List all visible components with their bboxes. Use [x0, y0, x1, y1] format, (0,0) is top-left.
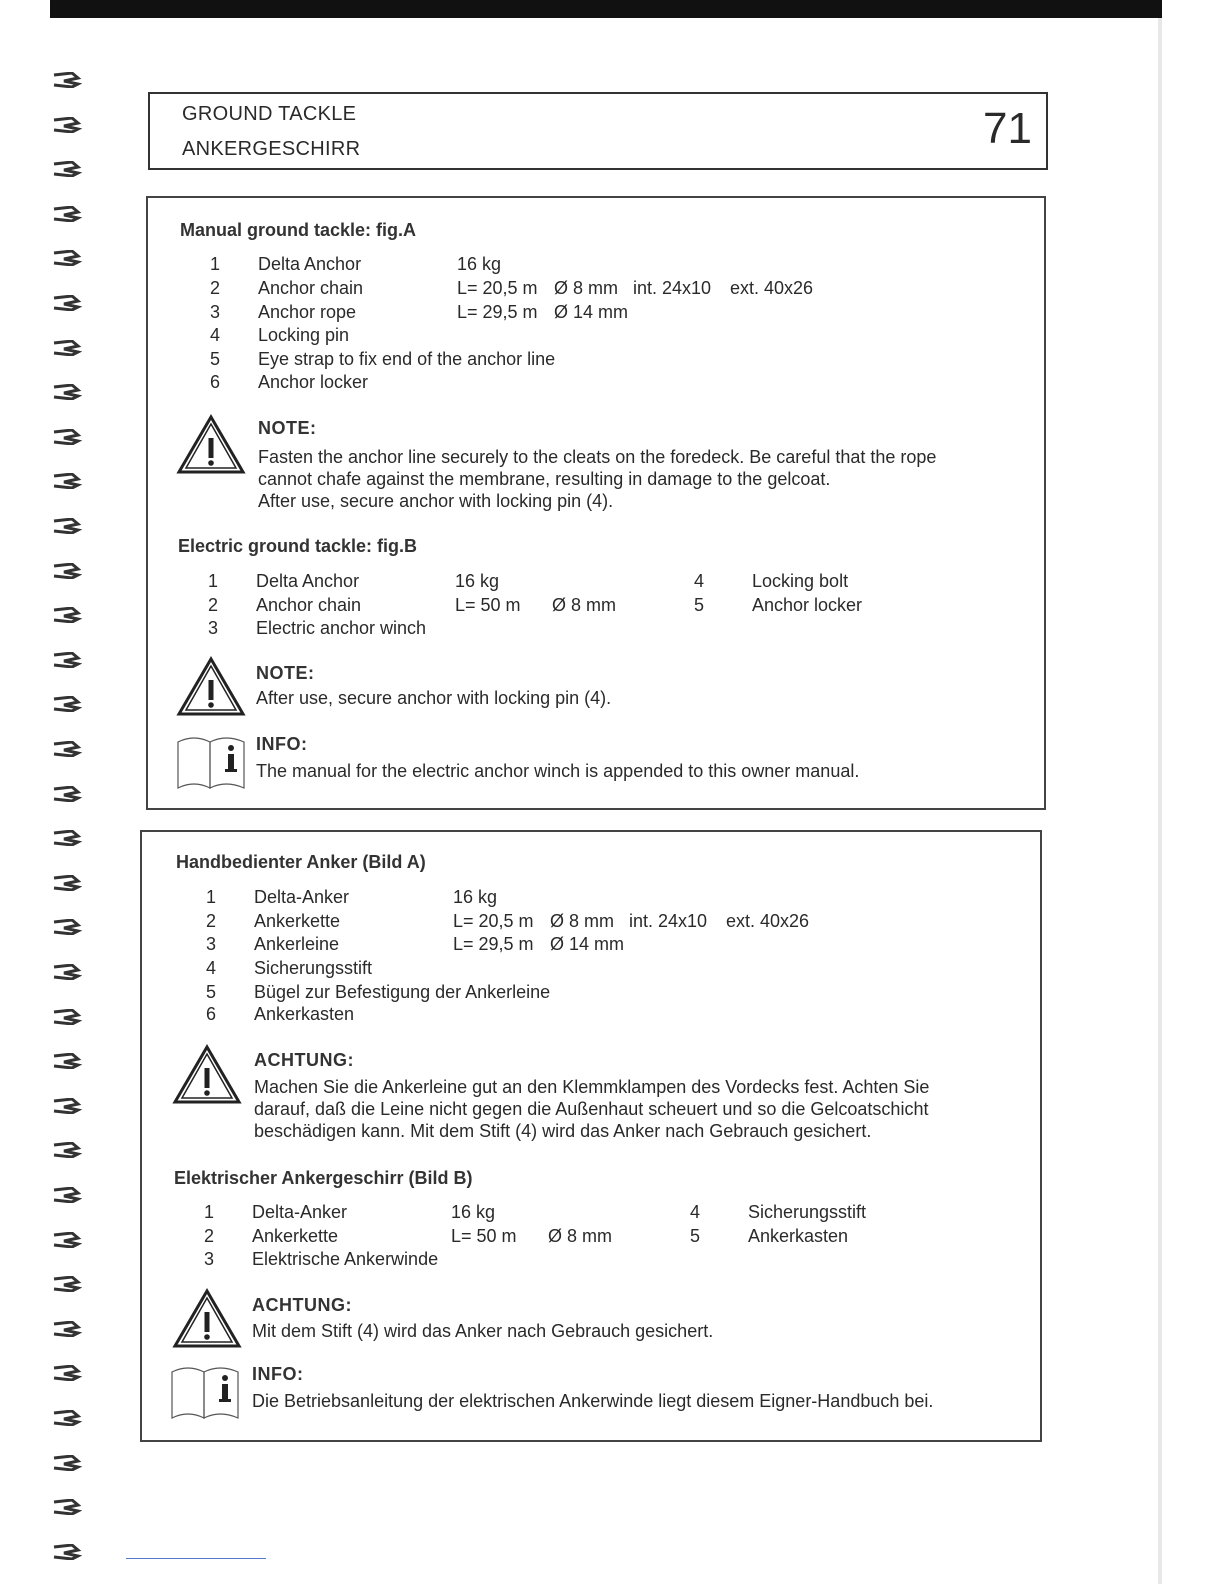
spiral-ring: [52, 161, 82, 177]
spiral-ring: [52, 429, 82, 445]
spiral-ring: [52, 964, 82, 980]
info-text: Die Betriebsanleitung der elektrischen Ankerwinde liegt diesem Eigner-Handbuch bei.: [252, 1391, 934, 1411]
spiral-ring: [52, 1053, 82, 1069]
spiral-ring: [52, 741, 82, 757]
spiral-ring: [52, 72, 82, 88]
warning-icon: [176, 656, 246, 718]
spiral-ring: [52, 1232, 82, 1248]
spiral-ring: [52, 1499, 82, 1515]
spiral-ring: [52, 1098, 82, 1114]
page-header: [148, 92, 1048, 170]
spiral-ring: [52, 875, 82, 891]
warning-icon: [172, 1044, 242, 1106]
spiral-ring: [52, 563, 82, 579]
scan-top-bar: [50, 0, 1162, 18]
spiral-ring: [52, 473, 82, 489]
spiral-ring: [52, 1142, 82, 1158]
spiral-ring: [52, 295, 82, 311]
info-text: The manual for the electric anchor winch is appended to this owner manual.: [256, 761, 860, 781]
note-title: NOTE:: [258, 418, 317, 438]
spiral-ring: [52, 607, 82, 623]
spiral-ring: [52, 117, 82, 133]
spiral-ring: [52, 786, 82, 802]
spiral-ring: [52, 696, 82, 712]
warning-icon: [176, 414, 246, 476]
electric-tackle-heading: Electric ground tackle: fig.B: [178, 536, 418, 556]
spiral-ring: [52, 518, 82, 534]
spiral-ring: [52, 206, 82, 222]
note-title: NOTE:: [256, 663, 315, 683]
spiral-ring: [52, 250, 82, 266]
spiral-ring: [52, 340, 82, 356]
spiral-ring: [52, 1321, 82, 1337]
header-title-en: GROUND TACKLE: [182, 103, 357, 125]
english-section: Manual ground tackle: fig.A 1 Delta Anchor 16 kg 2 Anchor chain L= 20,5 m Ø 8 mm int. 24x10 ext. 40x26 3 Anchor rope L= 29,5 m Ø 14 mm 4 Locking pin 5 Eye strap to fix end of the anchor line 6 Anchor locker NOTE: Fasten the anchor line securely to the cleats on the foredeck. Be careful that the rope cannot chafe against the membrane, resulting in damage to the gelcoat. After use, secure anchor with locking pin (4). Electric ground tackle: fig.B 1 Delta Anchor 16 kg 4 Locking bolt 2 Anchor chain L= 50 m Ø 8 mm 5 Anchor locker 3 Electric anchor winch NOTE: After use, secure anchor with locking pin (4). INFO: The manual for the electric anchor winch is appended to this owner manual.: [146, 196, 1046, 810]
note-text: Fasten the anchor line securely to the cleats on the foredeck. Be careful that the rope cannot chafe against the membrane, resulting in damage to the gelcoat. After use, secure anchor with locking pin (4).: [258, 447, 937, 511]
info-title: INFO:: [256, 734, 308, 754]
info-book-icon: [168, 1362, 242, 1420]
spiral-ring: [52, 830, 82, 846]
note-text: Machen Sie die Ankerleine gut an den Klemmklampen des Vordecks fest. Achten Sie darauf, daß die Leine nicht gegen die Außenhaut scheuert und so die Gelcoatschicht beschädigen kann. Mit dem Stift (4) wird das Anker nach Gebrauch gesichert.: [254, 1077, 930, 1141]
header-title-de: ANKERGESCHIRR: [182, 138, 361, 160]
page-edge-shadow: [1158, 18, 1162, 1584]
spiral-ring: [52, 1187, 82, 1203]
spiral-ring: [52, 1276, 82, 1292]
spiral-ring: [52, 1365, 82, 1381]
spiral-ring: [52, 919, 82, 935]
spiral-ring: [52, 384, 82, 400]
manual-tackle-heading: Manual ground tackle: fig.A: [180, 220, 417, 240]
note-title: ACHTUNG:: [252, 1295, 352, 1315]
spiral-ring: [52, 1455, 82, 1471]
spiral-ring: [52, 1544, 82, 1560]
note-text: Mit dem Stift (4) wird das Anker nach Gebrauch gesichert.: [252, 1321, 714, 1341]
scan-artifact-line: [126, 1558, 266, 1559]
note-title: ACHTUNG:: [254, 1050, 354, 1070]
spiral-ring: [52, 1410, 82, 1426]
spiral-ring: [52, 1009, 82, 1025]
electric-tackle-heading-de: Elektrischer Ankergeschirr (Bild B): [174, 1168, 473, 1188]
spiral-ring: [52, 652, 82, 668]
manual-tackle-heading-de: Handbedienter Anker (Bild A): [176, 852, 426, 872]
warning-icon: [172, 1288, 242, 1350]
note-text: After use, secure anchor with locking pin (4).: [256, 688, 612, 708]
info-title: INFO:: [252, 1364, 304, 1384]
info-book-icon: [174, 732, 248, 790]
page-number: 71: [983, 104, 1032, 153]
german-section: Handbedienter Anker (Bild A) 1 Delta-Anker 16 kg 2 Ankerkette L= 20,5 m Ø 8 mm int. 24x10 ext. 40x26 3 Ankerleine L= 29,5 m Ø 14 mm 4 Sicherungsstift 5 Bügel zur Befestigung der Ankerleine 6 Ankerkasten ACHTUNG: Machen Sie die Ankerleine gut an den Klemmklampen des Vordecks fest. Achten Sie darauf, daß die Leine nicht gegen die Außenhaut scheuert und so die Gelcoatschicht beschädigen kann. Mit dem Stift (4) wird das Anker nach Gebrauch gesichert. Elektrischer Ankergeschirr (Bild B) 1 Delta-Anker 16 kg 4 Sicherungsstift 2 Ankerkette L= 50 m Ø 8 mm 5 Ankerkasten 3 Elektrische Ankerwinde ACHTUNG: Mit dem Stift (4) wird das Anker nach Gebrauch gesichert. INFO: Die Betriebsanleitung der elektrischen Ankerwinde liegt diesem Eigner-Handbuch bei.: [140, 830, 1042, 1442]
